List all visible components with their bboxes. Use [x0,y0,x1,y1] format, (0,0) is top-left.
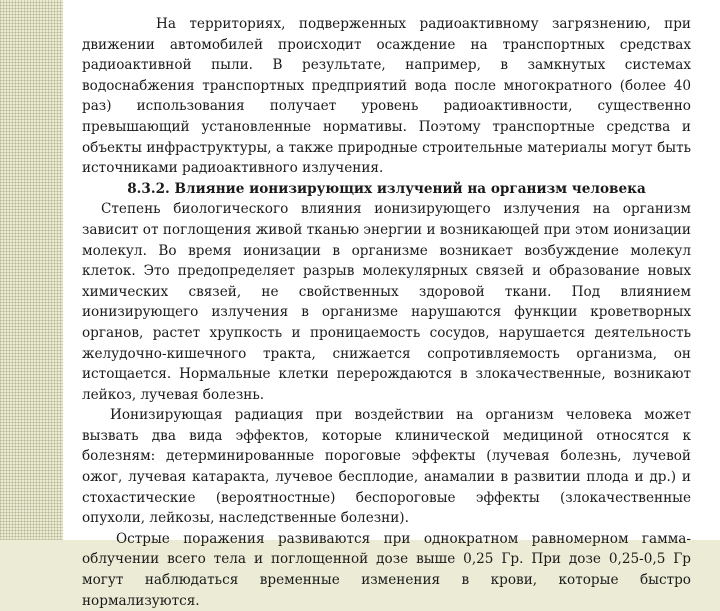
paragraph-acute-damage: Острые поражения развиваются при однократном равномерном гамма-облучении всего тела и поглощенной дозе выше 0,25 Гр. При дозе 0,25-0,5 Гр могут наблюдаться временные изменения в крови, которые быстро нормализуются. [82,530,691,609]
decorative-side-pattern [0,0,63,540]
document-page [63,0,720,609]
paragraph-biological-influence: Степень биологического влияния ионизирующего излучения на организм зависит от поглощения живой тканью энергии и возникающей при этом ионизации молекул. Во время ионизации в организме возникает возбуждение молекул клеток. Это предопределяет разрыв молекулярных связей и образование новых химических связей, не свойственных здоровой ткани. Под влиянием ионизирующего излучения в организме нарушаются функции кроветворных органов, растет хрупкость и проницаемость сосудов, нарушается деятельность желудочно-кишечного тракта, снижается сопротивляемость организма, он истощается. Нормальные клетки перерождаются в злокачественные, возникают лейкоз, лучевая болезнь. [82,201,691,403]
section-heading: 8.3.2. Влияние ионизирующих излучений на организм человека [127,180,646,197]
paragraph-radioactive-dust: На территориях, подверженных радиоактивному загрязнению, при движении автомобилей происходит осаждение на транспортных средствах радиоактивной пыли. В результате, например, в замкнутых системах водоснабжения транспортных предприятий вода после многократного (более 40 раз) использования получает уровень радиоактивности, существенно превышающий установленные нормативы. Поэтому транспортные средства и объекты инфраструктуры, а также природные строительные материалы могут быть источниками радиоактивного излучения. [82,16,691,177]
paragraph-radiation-effects: Ионизирующая радиация при воздействии на организм человека может вызвать два вида эффектов, которые клинической медициной относятся к болезням: детерминированные пороговые эффекты (лучевая болезнь, лучевой ожог, лучевая катаракта, лучевое бесплодие, анамалии в развитии плода и др.) и стохастические (вероятностные) беспороговые эффекты (злокачественные опухоли, лейкозы, наследственные болезни). [82,407,691,527]
document-body [82,14,691,611]
